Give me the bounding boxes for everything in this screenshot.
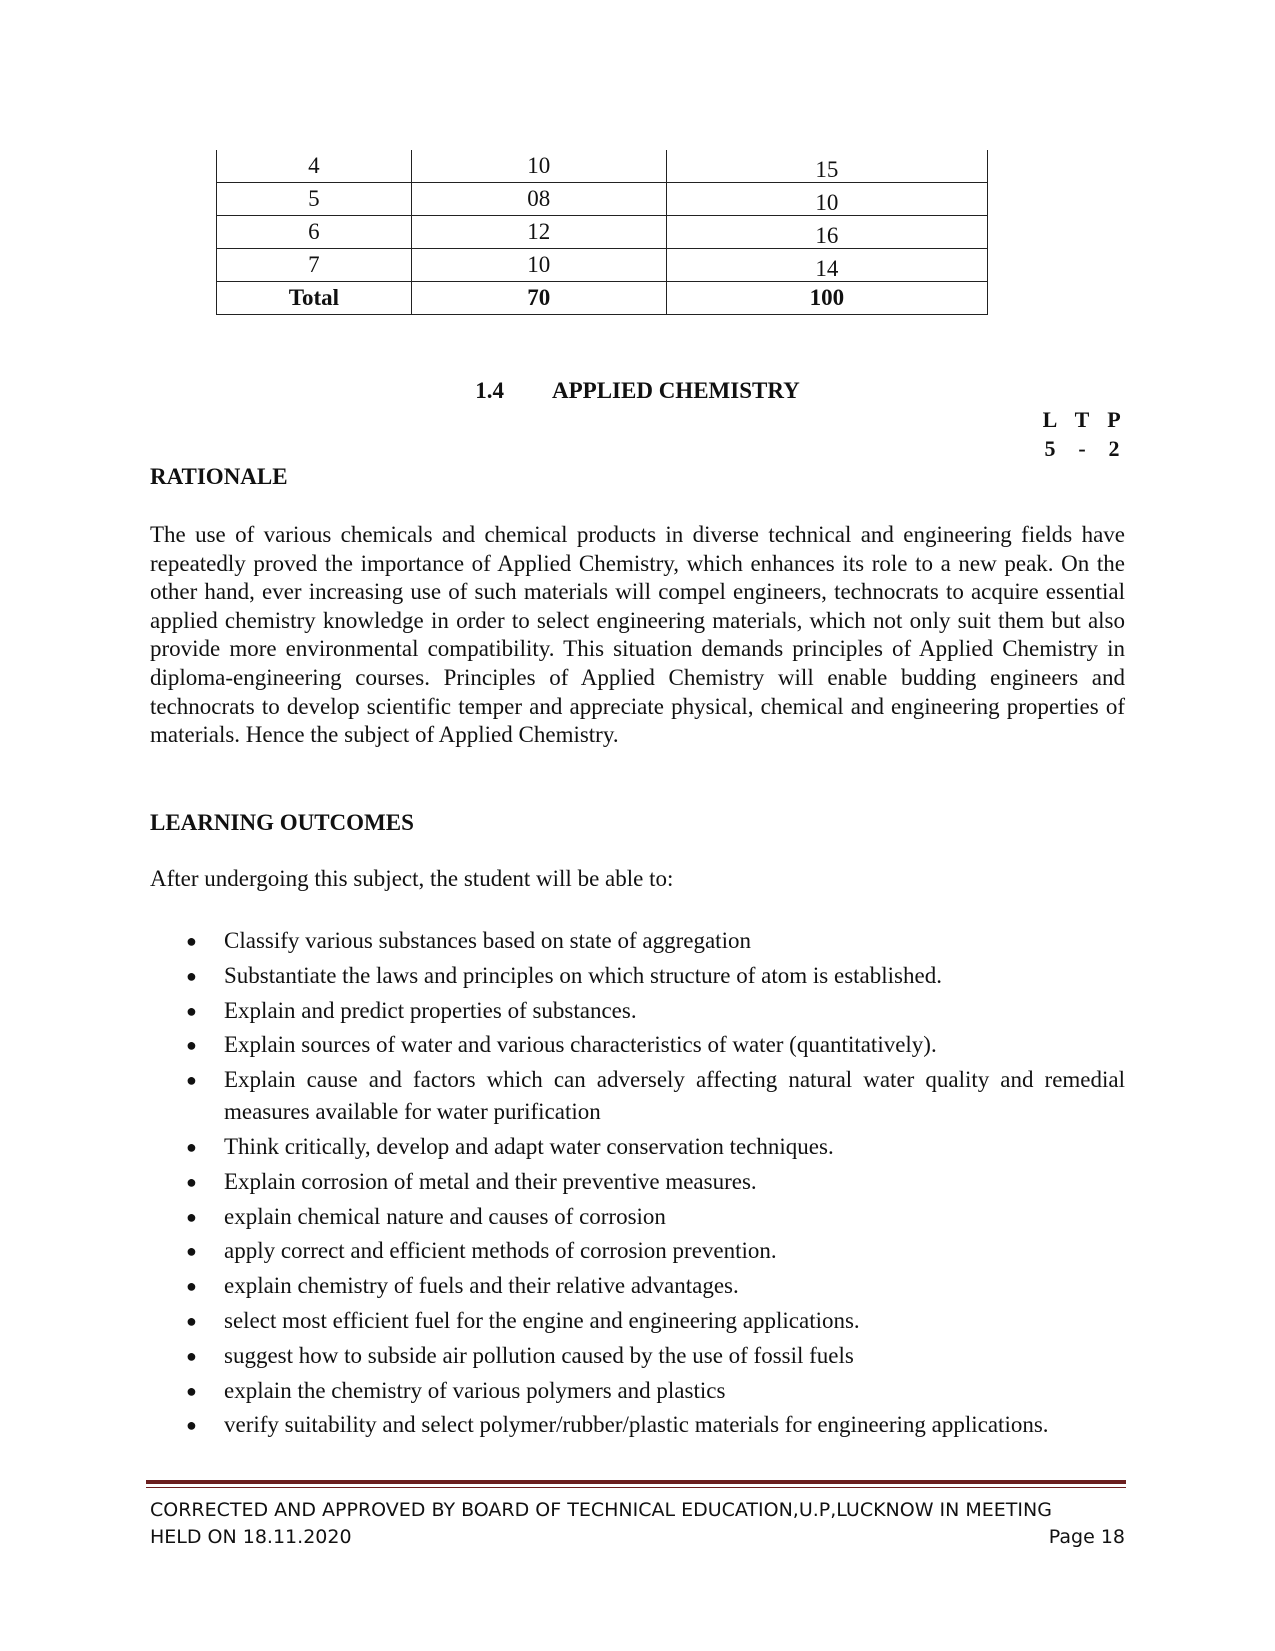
list-item	[150, 1201, 1125, 1233]
table-row	[217, 150, 988, 183]
list-item	[150, 995, 1125, 1027]
ltp-value-l: 5	[1044, 436, 1056, 461]
ltp-block	[1034, 405, 1130, 463]
bullet-icon: ●	[186, 1276, 197, 1297]
table-cell: 6	[217, 216, 412, 249]
learning-outcomes-list	[150, 925, 1125, 1444]
table-cell-value: 14	[815, 256, 839, 281]
list-item-text: Explain corrosion of metal and their preventive measures.	[224, 1168, 757, 1194]
bullet-icon: ●	[186, 965, 197, 986]
list-item	[150, 1340, 1125, 1372]
bullet-icon: ●	[186, 1171, 197, 1192]
list-item-text: explain chemistry of fuels and their relative advantages.	[224, 1273, 739, 1299]
list-item	[150, 1409, 1125, 1441]
list-item	[150, 1270, 1125, 1302]
bullet-icon: ●	[186, 931, 197, 951]
section-title: APPLIED CHEMISTRY	[552, 378, 800, 403]
ltp-header-l: L	[1042, 407, 1058, 432]
bullet-icon: ●	[186, 1380, 197, 1401]
bullet-icon: ●	[186, 1345, 197, 1366]
list-item-text: select most efficient fuel for the engine and engineering applications.	[224, 1307, 860, 1333]
list-item-text: Explain cause and factors which can adversely affecting natural water quality and remedial measures available for water purification	[224, 1067, 1125, 1125]
list-item	[150, 1131, 1125, 1163]
table-cell: Total	[217, 282, 412, 315]
table-row	[217, 183, 988, 216]
table-cell: 12	[411, 216, 666, 249]
list-item	[150, 925, 1125, 957]
table-cell: 10	[411, 150, 666, 183]
list-item	[150, 1305, 1125, 1337]
table-cell	[666, 249, 987, 282]
list-item	[150, 960, 1125, 992]
ltp-header-p: P	[1107, 407, 1121, 432]
footer-approval-line: CORRECTED AND APPROVED BY BOARD OF TECHNICAL EDUCATION,U.P,LUCKNOW IN MEETING	[150, 1499, 1052, 1521]
table-cell: 4	[217, 150, 412, 183]
table-cell: 5	[217, 183, 412, 216]
rationale-paragraph: The use of various chemicals and chemical products in diverse technical and engineering fields have repeatedly proved the importance of Applied Chemistry, which enhances its role to a new peak. On the other hand, ever increasing use of such materials will compel engineers, technocrats to acquire essential applied chemistry knowledge in order to select engineering materials, which not only suit them but also provide more environmental compatibility. This situation demands principles of Applied Chemistry in diploma-engineering courses. Principles of Applied Chemistry will enable budding engineers and technocrats to develop scientific temper and appreciate physical, chemical and engineering properties of materials. Hence the subject of Applied Chemistry.	[150, 522, 1125, 748]
ltp-value-p: 2	[1108, 436, 1120, 461]
list-item-text: Explain and predict properties of substances.	[224, 997, 637, 1023]
page-footer	[150, 1497, 1125, 1551]
table-cell: 70	[411, 282, 666, 315]
list-item	[150, 1235, 1125, 1267]
ltp-values	[1034, 434, 1130, 463]
list-item	[150, 1064, 1125, 1128]
footer-divider-thin	[146, 1487, 1126, 1488]
footer-meeting-date: HELD ON 18.11.2020	[150, 1526, 352, 1548]
list-item	[150, 1375, 1125, 1407]
table-cell-value: 15	[815, 157, 839, 182]
list-item	[150, 1166, 1125, 1198]
table-cell: 08	[411, 183, 666, 216]
ltp-headers	[1034, 405, 1130, 434]
footer-second-line	[150, 1524, 1125, 1551]
list-item-text: explain chemical nature and causes of corrosion	[224, 1203, 666, 1229]
ltp-header-t: T	[1074, 407, 1090, 432]
list-item-text: Substantiate the laws and principles on which structure of atom is established.	[224, 962, 942, 988]
list-item-text: apply correct and efficient methods of corrosion prevention.	[224, 1238, 777, 1264]
table-cell: 10	[411, 249, 666, 282]
table-total-row	[217, 282, 988, 315]
marks-distribution-table	[216, 150, 988, 315]
list-item	[150, 1029, 1125, 1061]
table-cell	[666, 183, 987, 216]
learning-outcomes-heading: LEARNING OUTCOMES	[150, 810, 414, 835]
rationale-heading: RATIONALE	[150, 464, 288, 489]
bullet-icon: ●	[186, 1415, 197, 1436]
section-number: 1.4	[475, 378, 504, 403]
bullet-icon: ●	[186, 1241, 197, 1262]
table-cell: 7	[217, 249, 412, 282]
list-item-text: verify suitability and select polymer/rubber/plastic materials for engineering applications.	[224, 1412, 1049, 1438]
table-cell-value: 10	[815, 190, 839, 215]
table-row	[217, 216, 988, 249]
list-item-text: Classify various substances based on state of aggregation	[224, 928, 751, 953]
list-item-text: Think critically, develop and adapt water conservation techniques.	[224, 1133, 834, 1159]
table-cell-value: 16	[815, 223, 839, 248]
list-item-text: suggest how to subside air pollution caused by the use of fossil fuels	[224, 1342, 854, 1368]
list-item-text: Explain sources of water and various characteristics of water (quantitatively).	[224, 1032, 937, 1058]
list-item-text: explain the chemistry of various polymers and plastics	[224, 1377, 726, 1403]
table-cell: 100	[666, 282, 987, 315]
bullet-icon: ●	[186, 1035, 197, 1056]
learning-outcomes-intro: After undergoing this subject, the student will be able to:	[150, 866, 674, 891]
table-cell	[666, 150, 987, 183]
bullet-icon: ●	[186, 1070, 197, 1091]
bullet-icon: ●	[186, 1310, 197, 1331]
section-heading	[0, 378, 1275, 404]
page-number: Page 18	[1048, 1526, 1125, 1548]
ltp-value-t: -	[1078, 436, 1086, 461]
table-row	[217, 249, 988, 282]
bullet-icon: ●	[186, 1000, 197, 1021]
footer-divider-thick	[146, 1480, 1126, 1484]
table-cell	[666, 216, 987, 249]
bullet-icon: ●	[186, 1206, 197, 1227]
bullet-icon: ●	[186, 1136, 197, 1157]
